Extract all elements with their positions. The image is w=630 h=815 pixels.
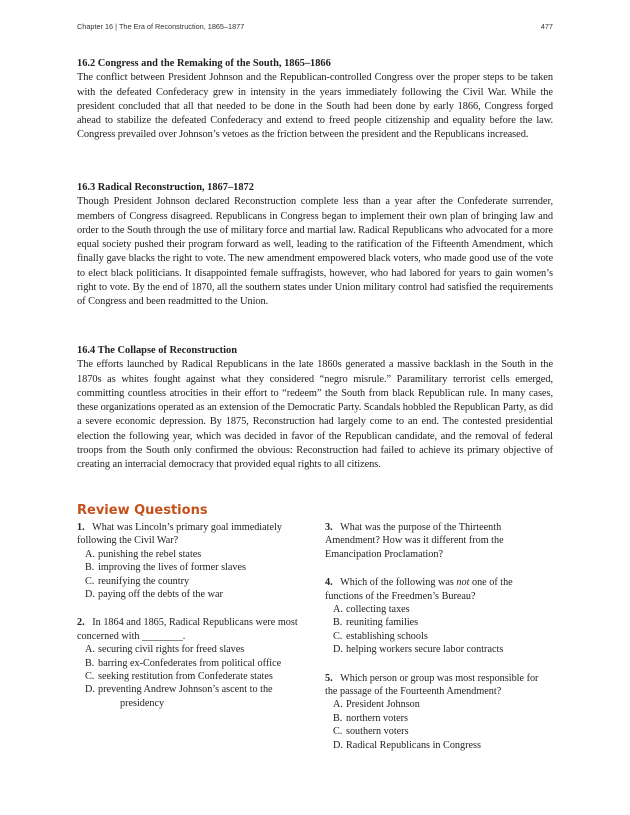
option-letter: D. [333,644,343,656]
option-a [325,603,553,616]
question-2 [77,616,309,710]
option-text: securing civil rights for freed slaves [98,644,245,656]
question-text: What was Lincoln’s primary goal immediately following the Civil War? [77,522,282,547]
option-d [325,643,553,656]
option-text: improving the lives of former slaves [98,562,246,574]
option-text: paying off the debts of the war [98,589,223,601]
option-text: Radical Republicans in Congress [346,739,481,751]
section-body: The conflict between President Johnson and the Republican-controlled Congress over the proper steps to be taken with the defeated Confederacy grew in intensity in the years immediately following the Civil War. While the president concluded that all that needed to be done in the South had been done by early 1866, Congress forged ahead to stabilize the defeated Confederacy and extend to freed people citizenship and equality before the law. Congress prevailed over Johnson’s vetoes as the friction between the president and the Republicans increased. [77,72,553,141]
option-letter: A. [85,644,95,656]
option-c [77,670,309,683]
option-c [77,575,309,588]
question-1 [77,521,309,601]
question-text-before: Which of the following was [340,577,457,589]
option-a [325,698,553,711]
option-letter: D. [85,589,95,601]
section-heading: 16.3 Radical Reconstruction, 1867–1872 [77,182,254,193]
option-letter: C. [85,671,95,683]
option-letter: B. [85,657,95,669]
section-body: The efforts launched by Radical Republicans in the late 1860s generated a massive backlash in the South in the 1870s as whites fought against what they considered “negro misrule.” Paramilitary terrorist cells emerged, committing countless atrocities in their effort to “redeem” the South from black Republican rule. In many cases, these organizations operated as an extension of the Democratic Party. Scandals hobbled the Republican Party, as did a severe economic depression. By 1875, Reconstruction had largely come to an end. The contested presidential election the following year, which was decided in favor of the Republican candidate, and the removal of federal troops from the South only confirmed the obvious: Reconstruction had failed to achieve its primary objective of creating an interracial democracy that provided equal rights to all citizens. [77,359,553,471]
option-b [325,712,553,725]
option-list [325,603,553,657]
section-heading: 16.2 Congress and the Remaking of the South, 1865–1866 [77,58,331,69]
option-d [325,739,553,752]
question-stem [325,672,553,699]
question-stem [77,521,309,548]
option-a [77,548,309,561]
section-summary-16-2 [77,57,553,143]
option-letter: C. [333,630,343,642]
question-number: 4. [325,577,333,589]
option-b [77,657,309,670]
section-summary-16-4 [77,344,553,473]
option-text: southern voters [346,726,409,738]
question-3 [325,521,553,561]
question-text: Which person or group was most responsible for the passage of the Fourteenth Amendment? [325,672,539,698]
option-text: collecting taxes [346,604,410,616]
question-number: 1. [77,522,85,533]
chapter-title: The Era of Reconstruction, 1865–1877 [118,22,245,31]
question-emphasis: not [456,577,470,589]
section-heading: 16.4 The Collapse of Reconstruction [77,345,237,356]
option-letter: A. [333,699,343,711]
question-5 [325,672,553,752]
question-text: What was the purpose of the Thirteenth Amendment? How was it different from the Emancipation Proclamation? [325,522,504,560]
option-text: barring ex-Confederates from political office [98,657,282,669]
option-c [325,630,553,643]
question-text: In 1864 and 1865, Radical Republicans were most concerned with ________. [77,617,298,642]
option-text: northern voters [346,712,408,724]
question-stem [77,616,309,643]
question-number: 3. [325,522,333,533]
question-stem [325,576,553,603]
option-a [77,643,309,656]
option-text: helping workers secure labor contracts [346,644,504,656]
question-4 [325,576,553,656]
option-c [325,725,553,738]
option-list [77,548,309,602]
question-stem [325,521,553,561]
option-d [77,683,309,710]
running-header [77,22,553,31]
option-letter: D. [333,739,343,751]
option-d [77,588,309,601]
option-text: President Johnson [346,699,420,711]
option-b [325,616,553,629]
option-letter: C. [333,726,343,738]
option-letter: A. [85,548,95,560]
option-b [77,561,309,574]
option-letter: B. [333,712,343,724]
section-summary-16-3 [77,181,553,310]
header-separator: | [113,22,119,31]
section-body: Though President Johnson declared Reconstruction complete less than a year after the Confederate surrender, members of Congress disagreed. Republicans in Congress began to implement their own plan of bringing law and order to the South through the use of military force and martial law. Radical Republicans who advocated for a more equal society pushed their program forward as well, leading to the ratification of the Fifteenth Amendment, which finally gave blacks the right to vote. The new amendment empowered black voters, who made good use of the vote to elect black politicians. It disappointed female suffragists, however, who had labored for years to gain women’s right to vote. By the end of 1870, all the southern states under Union military control had satisfied the requirements of Congress and been readmitted to the Union. [77,196,553,308]
option-letter: B. [333,617,343,629]
option-text: establishing schools [346,630,428,642]
option-list [325,698,553,752]
question-number: 5. [325,672,333,684]
page-number: 477 [540,22,553,31]
option-text: punishing the rebel states [98,548,202,560]
option-list [77,643,309,710]
question-number: 2. [77,617,85,629]
review-column-left [77,521,309,725]
review-questions-title: Review Questions [77,503,208,518]
option-letter: D. [85,684,95,696]
option-text: seeking restitution from Confederate states [98,671,273,683]
option-letter: B. [85,562,95,574]
chapter-label: Chapter 16 [77,22,114,31]
question-text-after: one of the functions of the Freedmen’s Bureau? [325,577,513,602]
option-text: reunifying the country [98,575,190,587]
option-letter: A. [333,604,343,616]
option-letter: C. [85,575,95,587]
option-text: preventing Andrew Johnson’s ascent to the presidency [98,684,273,709]
review-column-right [325,521,553,767]
option-text: reuniting families [346,617,419,629]
